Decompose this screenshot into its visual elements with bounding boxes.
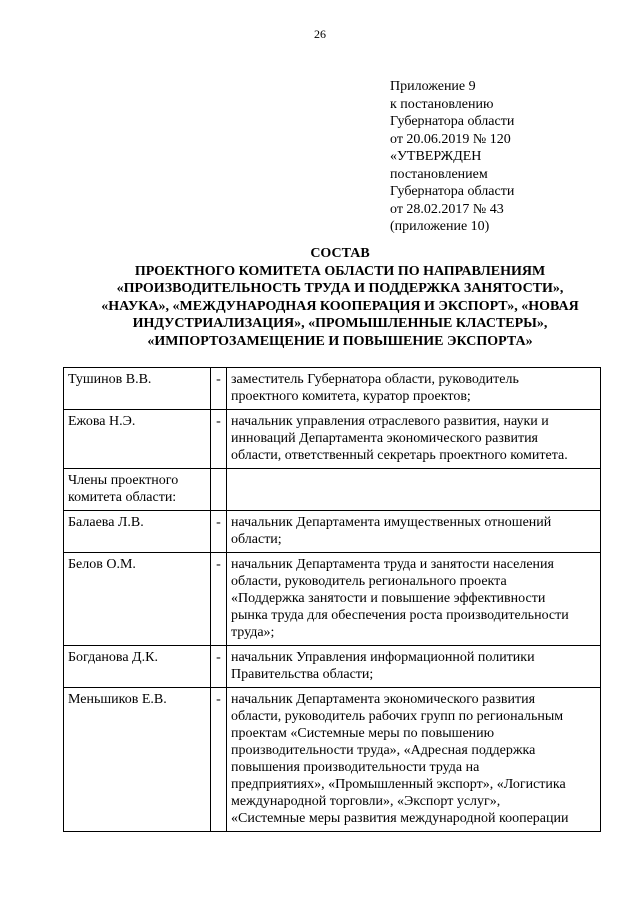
members-section-heading [64, 469, 211, 511]
appendix-line: Губернатора области [390, 114, 515, 129]
role-line: труда»; [231, 625, 275, 640]
title-line: «ПРОИЗВОДИТЕЛЬНОСТЬ ТРУДА И ПОДДЕРЖКА ЗАНЯТОСТИ», [116, 281, 564, 296]
role-line: области, руководитель рабочих групп по региональным [231, 709, 564, 724]
member-role [227, 646, 601, 688]
heading-line: комитета области: [68, 490, 177, 505]
role-line: области; [231, 532, 282, 547]
member-name: Богданова Д.К. [64, 646, 211, 688]
table-row [64, 511, 601, 553]
role-line: проектам «Системные меры по повышению [231, 726, 495, 741]
table-row [64, 368, 601, 410]
role-line: начальник Департамента экономического развития [231, 692, 536, 707]
title-line: СОСТАВ [310, 246, 370, 261]
heading-line: Члены проектного [68, 473, 179, 488]
member-role [227, 553, 601, 646]
role-line: инноваций Департамента экономического развития [231, 431, 538, 446]
appendix-line: Приложение 9 [390, 79, 476, 94]
role-line: начальник управления отраслевого развития, науки и [231, 414, 549, 429]
title-line: ПРОЕКТНОГО КОМИТЕТА ОБЛАСТИ ПО НАПРАВЛЕНИЯМ [134, 263, 546, 279]
member-name: Ежова Н.Э. [64, 410, 211, 469]
appendix-approval-block [390, 78, 514, 236]
role-line: предприятиях», «Промышленный экспорт», «Логистика [231, 777, 566, 792]
member-dash: - [211, 646, 227, 688]
appendix-line: от 28.02.2017 № 43 [390, 201, 504, 217]
member-name: Белов О.М. [64, 553, 211, 646]
role-line: производительности труда», «Адресная поддержка [231, 743, 536, 758]
role-line: повышения производительности труда на [231, 760, 480, 775]
role-line: проектного комитета, куратор проектов; [231, 389, 471, 404]
title-line: «ИМПОРТОЗАМЕЩЕНИЕ И ПОВЫШЕНИЕ ЭКСПОРТА» [147, 333, 533, 349]
table-row [64, 688, 601, 832]
member-role [227, 511, 601, 553]
appendix-line: к постановлению [390, 96, 494, 112]
appendix-line: постановлением [390, 166, 488, 182]
appendix-line: от 20.06.2019 № 120 [390, 131, 511, 147]
role-line: международной торговли», «Экспорт услуг», [231, 794, 501, 809]
role-line: рынка труда для обеспечения роста производительности [231, 608, 569, 623]
member-dash: - [211, 511, 227, 553]
committee-members-table [63, 367, 601, 832]
role-line: начальник Департамента имущественных отношений [231, 515, 552, 530]
page-number: 26 [314, 27, 326, 41]
title-line: ИНДУСТРИАЛИЗАЦИЯ», «ПРОМЫШЛЕННЫЕ КЛАСТЕРЫ», [132, 316, 548, 331]
role-line: заместитель Губернатора области, руководитель [231, 372, 519, 387]
role-line: области, ответственный секретарь проектного комитета. [231, 448, 568, 463]
role-line: Правительства области; [231, 667, 374, 682]
member-name: Тушинов В.В. [64, 368, 211, 410]
table-row [64, 646, 601, 688]
table-row [64, 410, 601, 469]
member-name: Балаева Л.В. [64, 511, 211, 553]
table-row [64, 553, 601, 646]
member-dash [211, 469, 227, 511]
role-line: начальник Управления информационной политики [231, 650, 535, 665]
member-name: Меньшиков Е.В. [64, 688, 211, 832]
role-line: «Системные меры развития международной кооперации [231, 811, 569, 826]
title-line: «НАУКА», «МЕЖДУНАРОДНАЯ КООПЕРАЦИЯ И ЭКСПОРТ», «НОВАЯ [101, 298, 579, 314]
appendix-line: «УТВЕРЖДЕН [390, 149, 482, 164]
appendix-line: (приложение 10) [390, 219, 490, 234]
member-role [227, 469, 601, 511]
role-line: начальник Департамента труда и занятости населения [231, 557, 554, 572]
member-dash: - [211, 368, 227, 410]
member-dash: - [211, 410, 227, 469]
member-dash: - [211, 688, 227, 832]
appendix-line: Губернатора области [390, 184, 515, 199]
role-line: «Поддержка занятости и повышение эффективности [231, 591, 546, 606]
table-row [64, 469, 601, 511]
role-line: области, руководитель регионального проекта [231, 574, 507, 589]
member-role [227, 410, 601, 469]
member-role [227, 368, 601, 410]
member-dash: - [211, 553, 227, 646]
document-title [40, 245, 640, 350]
member-role [227, 688, 601, 832]
